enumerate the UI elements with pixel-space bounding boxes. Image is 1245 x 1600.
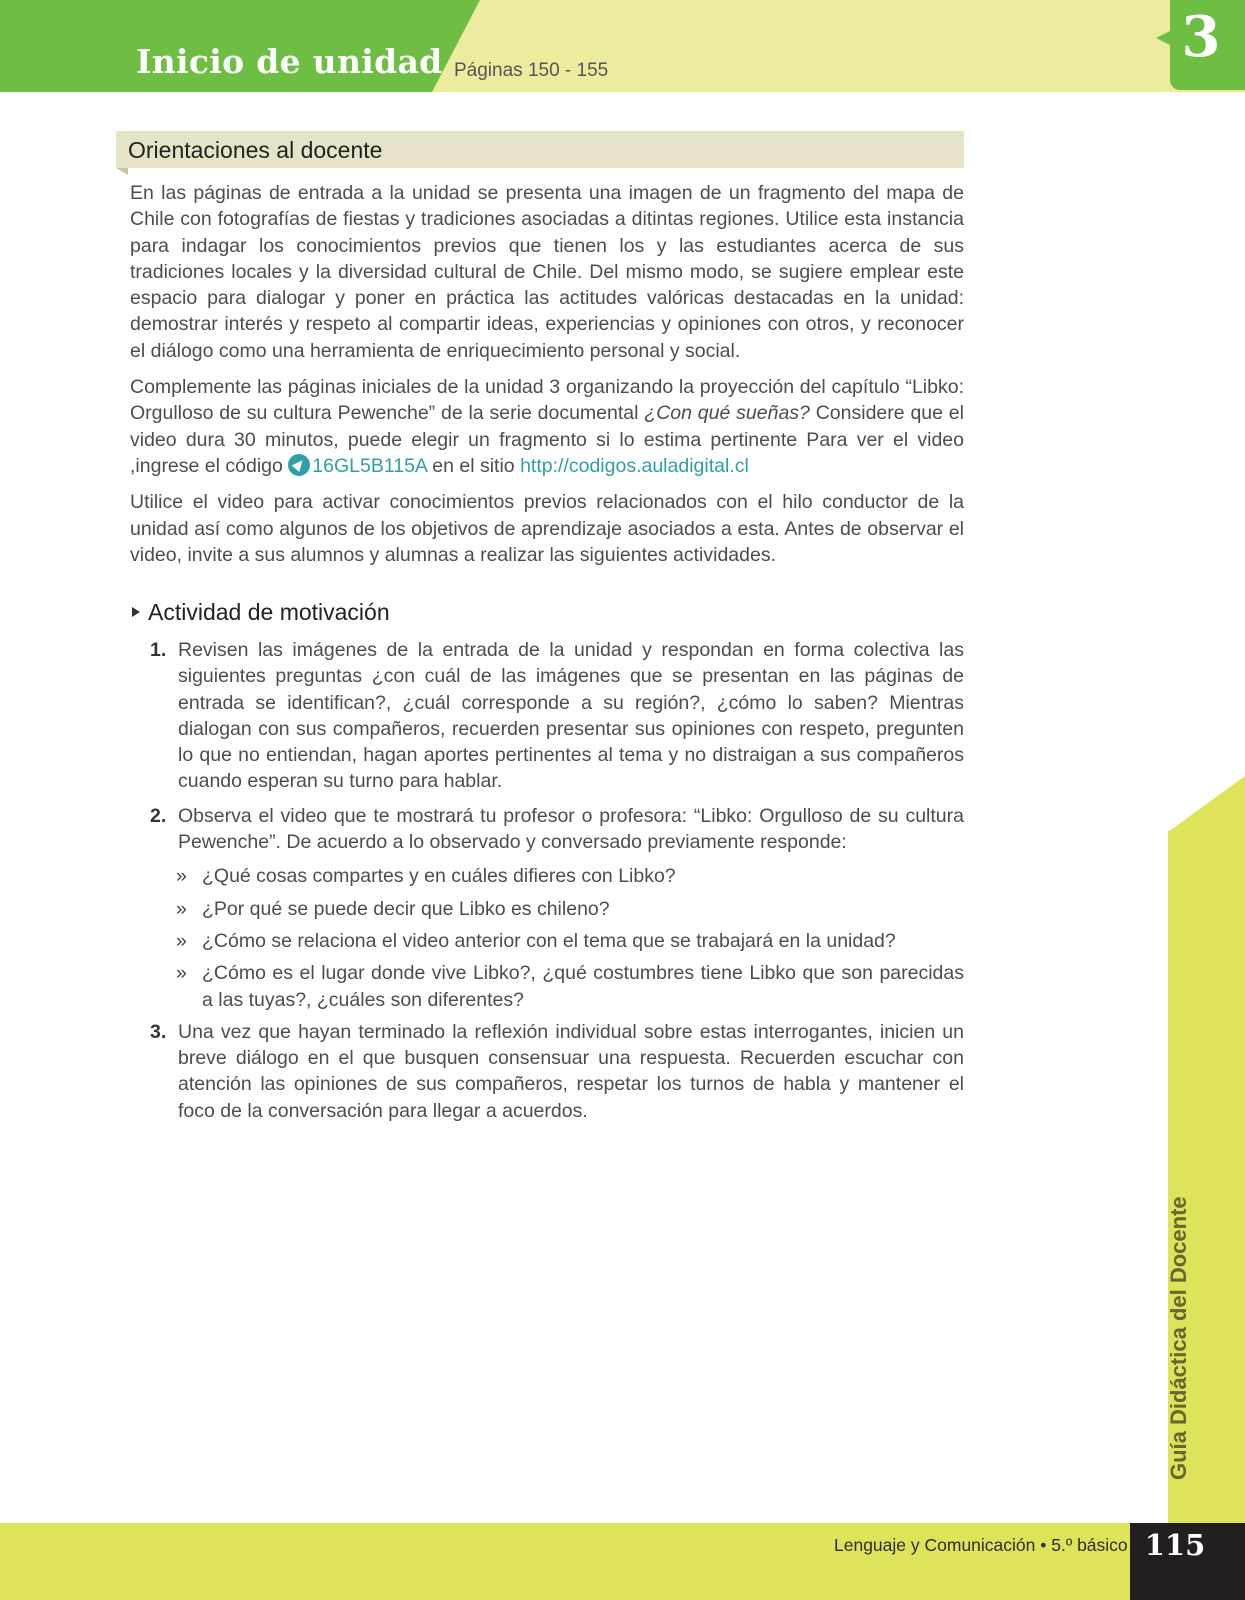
paragraph-2-text-a: Complemente las páginas iniciales de la unidad 3 organizando la proyección del capítulo “Libko: Orgulloso de su cultura Pewenche” de la serie documental xyxy=(130,376,964,425)
arrow-circle-icon xyxy=(288,454,310,476)
paragraph-2-text-c: en el sitio xyxy=(426,454,521,477)
item-number: 1. xyxy=(150,639,167,661)
activity-heading xyxy=(132,599,390,626)
paragraph-1: En las páginas de entrada a la unidad se presenta una imagen de un fragmento del mapa de Chile con fotografías de fiestas y tradiciones asociadas a ditintas regiones. Utilice esta instancia para indagar los conocimientos previos que tienen los y las estudiantes acerca de sus tradiciones locales y la diversidad cultural de Chile. Del mismo modo, se sugiere emplear este espacio para dialogar y poner en práctica las actitudes valóricas destacadas en la unidad: demostrar interés y respeto al compartir ideas, experiencias y opiniones con otros, y reconocer el diálogo como una herramienta de enriquecimiento personal y social. xyxy=(130,182,964,362)
paragraph-2-text-b: Considere que el video dura 30 minutos, puede elegir un fragmento si lo estima pertinente Para ver el video ,ingrese el código xyxy=(130,402,964,477)
sub-question xyxy=(150,863,964,889)
paragraph-2 xyxy=(130,374,964,479)
sub-marker: » xyxy=(176,929,187,952)
video-code: 16GL5B115A xyxy=(312,454,427,477)
side-label xyxy=(1166,1180,1202,1480)
sub-question-text: ¿Por qué se puede decir que Libko es chileno? xyxy=(202,897,610,920)
sub-question xyxy=(150,896,964,922)
item-text: Una vez que hayan terminado la reflexión individual sobre estas interrogantes, inicien un breve diálogo en el que busquen consensuar una respuesta. Recuerden escuchar con atención las opiniones de sus compañeros, respetar los turnos de habla y mantener el foco de la conversación para llegar a acuerdos. xyxy=(178,1020,964,1122)
sub-marker: » xyxy=(176,865,187,888)
documentary-title: ¿Con qué sueñas? xyxy=(644,402,810,425)
header-pages: Páginas 150 - 155 xyxy=(454,60,609,81)
section-title: Orientaciones al docente xyxy=(128,137,383,163)
side-band-slant xyxy=(1168,776,1245,832)
item-number: 3. xyxy=(150,1020,167,1043)
page-number: 115 xyxy=(1144,1528,1206,1562)
header-title: Inicio de unidad xyxy=(136,42,443,81)
unit-number: 3 xyxy=(1181,4,1221,70)
sub-marker: » xyxy=(176,962,187,985)
sub-marker: » xyxy=(176,897,187,920)
sub-question-text: ¿Qué cosas compartes y en cuáles difieres con Libko? xyxy=(202,865,676,888)
sub-question xyxy=(150,960,964,1013)
item-text: Revisen las imágenes de la entrada de la unidad y respondan en forma colectiva las siguientes preguntas ¿con cuál de las imágenes que se presentan en las páginas de entrada se identifican?, ¿cuál corresponde a su región?, ¿cómo lo saben? Mientras dialogan con sus compañeros, recuerden presentar sus opiniones con respeto, pregunten lo que no entiendan, hagan aportes pertinentes al tema y no distraigan a sus compañeros cuando esperan su turno para hablar. xyxy=(178,639,964,793)
section-header-fold xyxy=(116,168,128,175)
item-number: 2. xyxy=(150,804,167,827)
activity-title: Actividad de motivación xyxy=(148,599,390,625)
site-link[interactable]: http://codigos.auladigital.cl xyxy=(520,454,749,477)
list-item xyxy=(150,637,964,795)
activity-list xyxy=(150,637,964,1132)
list-item xyxy=(150,803,964,856)
footer-subject: Lenguaje y Comunicación • 5.º básico xyxy=(834,1535,1128,1555)
intro-content xyxy=(130,180,964,578)
triangle-right-icon xyxy=(132,607,140,617)
sub-question-text: ¿Cómo se relaciona el video anterior con el tema que se trabajará en la unidad? xyxy=(202,929,896,952)
list-item xyxy=(150,1019,964,1124)
sub-question xyxy=(150,928,964,954)
paragraph-3: Utilice el video para activar conocimientos previos relacionados con el hilo conductor de la unidad así como algunos de los objetivos de aprendizaje asociados a esta. Antes de observar el video, invite a sus alumnos y alumnas a realizar las siguientes actividades. xyxy=(130,491,964,566)
item-text: Observa el video que te mostrará tu profesor o profesora: “Libko: Orgulloso de su cultura Pewenche”. De acuerdo a lo observado y conversado previamente responde: xyxy=(178,804,964,854)
side-label-text: Guía Didáctica del Docente xyxy=(1166,1196,1191,1480)
sub-question-text: ¿Cómo es el lugar donde vive Libko?, ¿qué costumbres tiene Libko que son parecidas a las tuyas?, ¿cuáles son diferentes? xyxy=(202,962,964,1011)
